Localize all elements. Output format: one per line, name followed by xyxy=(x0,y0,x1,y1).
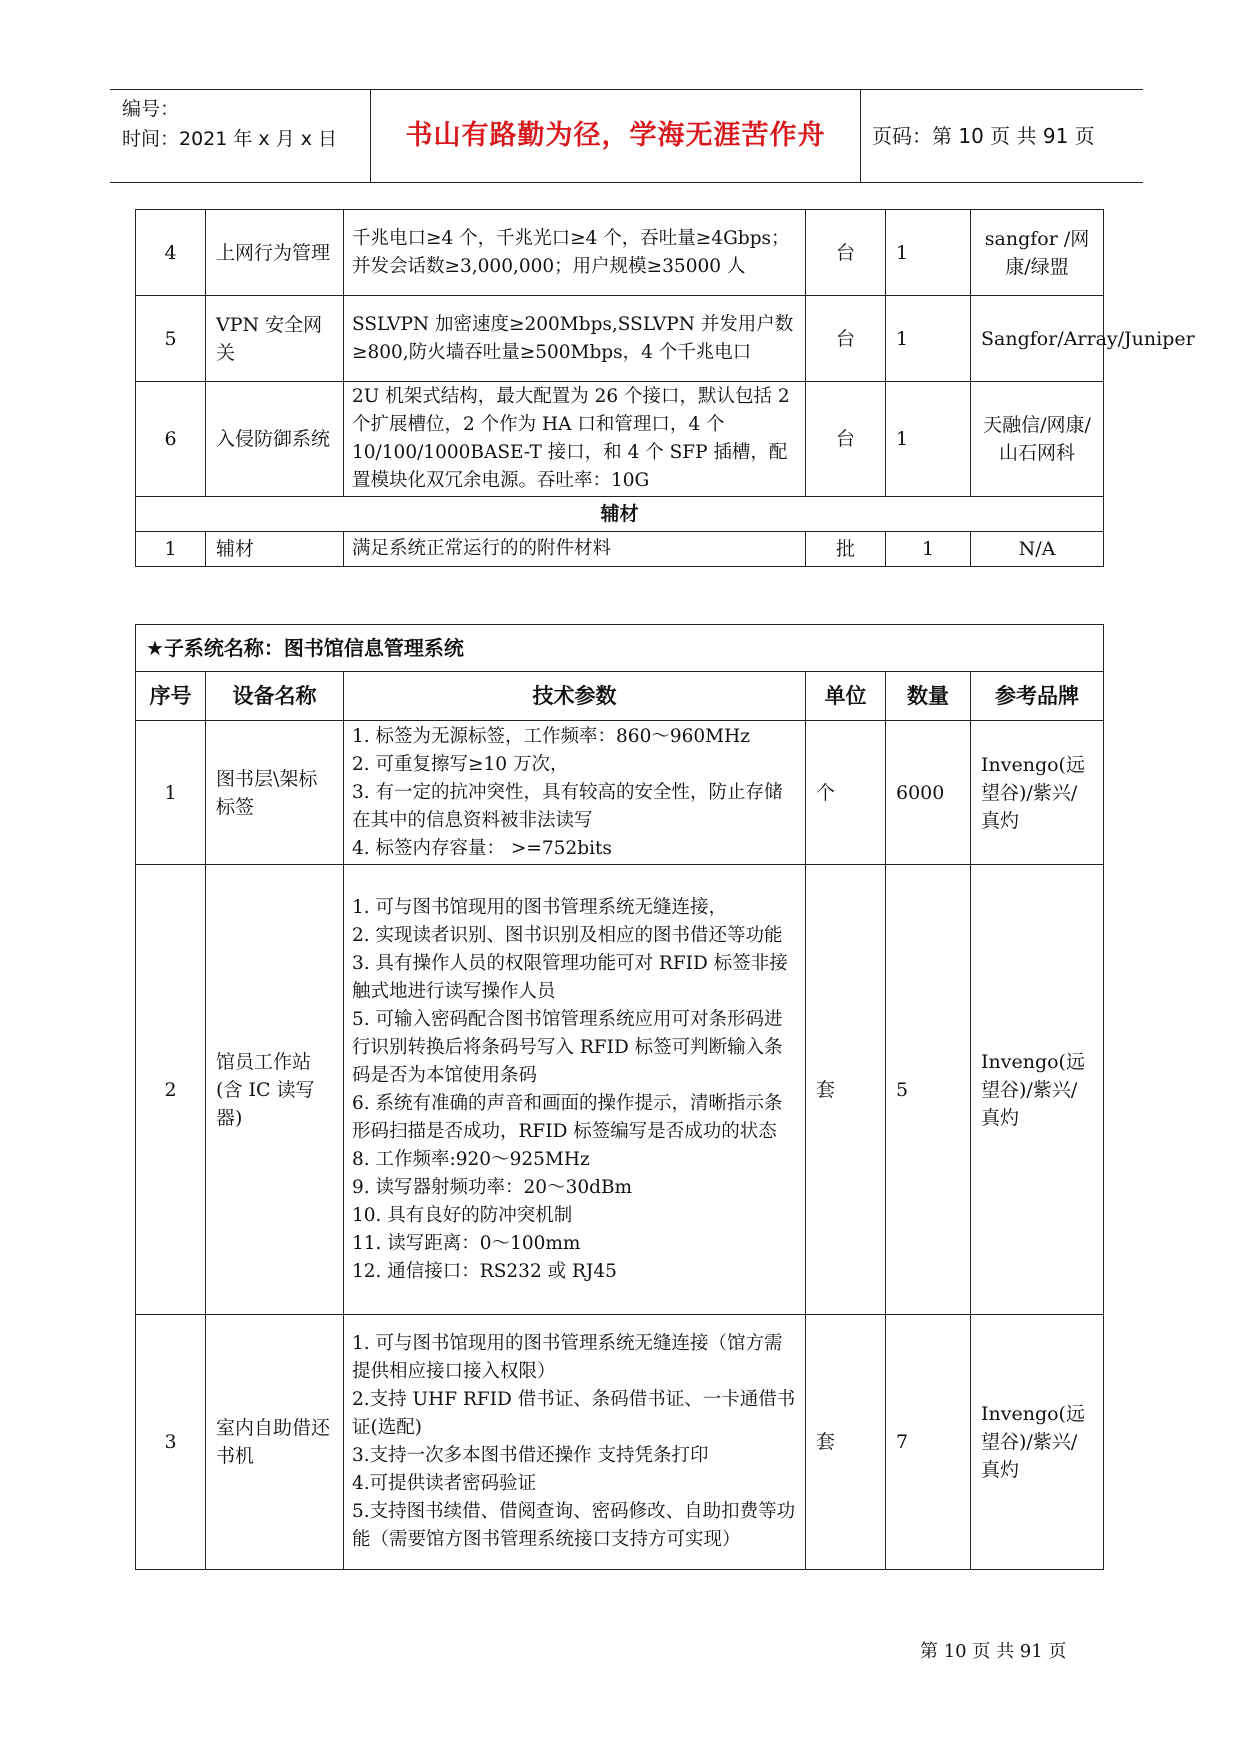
header-cell-number: 序号 xyxy=(136,672,206,721)
device-name: 室内自助借还书机 xyxy=(206,1315,344,1570)
date-label: 时间：2021 年 x 月 x 日 xyxy=(122,128,338,150)
tech-spec xyxy=(344,1315,806,1570)
table-row xyxy=(136,721,1104,865)
quantity: 7 xyxy=(886,1315,971,1570)
header-meta xyxy=(122,94,337,154)
unit: 套 xyxy=(806,865,886,1315)
section-row xyxy=(136,497,1104,532)
library-system-table xyxy=(135,624,1104,1570)
header-cell-spec: 技术参数 xyxy=(344,672,806,721)
header-page-number: 页码：第 10 页 共 91 页 xyxy=(872,124,1095,148)
reference-brand: N/A xyxy=(971,532,1104,567)
unit: 台 xyxy=(806,296,886,382)
reference-brand: sangfor /网康/绿盟 xyxy=(971,210,1104,296)
table-row xyxy=(136,865,1104,1315)
spec-line: 4. 标签内存容量： >=752bits xyxy=(352,837,612,859)
tech-spec xyxy=(344,721,806,865)
tech-spec xyxy=(344,865,806,1315)
table-row xyxy=(136,532,1104,567)
reference-brand: Invengo(远望谷)/紫兴/真灼 xyxy=(971,1315,1104,1570)
unit: 台 xyxy=(806,210,886,296)
row-number: 1 xyxy=(136,721,206,865)
table-row xyxy=(136,296,1104,382)
spec-line: 5.支持图书续借、借阅查询、密码修改、自助扣费等功能（需要馆方图书管理系统接口支持方可实现） xyxy=(352,1501,796,1550)
reference-brand: Invengo(远望谷)/紫兴/真灼 xyxy=(971,721,1104,865)
spec-line: 2.支持 UHF RFID 借书证、条码借书证、一卡通借书证(选配) xyxy=(352,1389,796,1438)
spec-line: 1. 可与图书馆现用的图书管理系统无缝连接（馆方需提供相应接口接入权限） xyxy=(352,1333,783,1382)
spec-line: 3. 具有操作人员的权限管理功能可对 RFID 标签非接触式地进行读写操作人员 xyxy=(352,952,788,1002)
spec-line: 9. 读写器射频功率：20～30dBm xyxy=(352,1176,633,1198)
device-name: 上网行为管理 xyxy=(206,210,344,296)
header-cell-brand: 参考品牌 xyxy=(971,672,1104,721)
unit: 台 xyxy=(806,382,886,497)
device-name: VPN 安全网关 xyxy=(206,296,344,382)
unit: 批 xyxy=(806,532,886,567)
spec-line: 5. 可输入密码配合图书馆管理系统应用可对条形码进行识别转换后将条码号写入 RFID 标签可判断输入条码是否为本馆使用条码 xyxy=(352,1008,783,1086)
tech-spec: 千兆电口≥4 个，千兆光口≥4 个，吞吐量≥4Gbps；并发会话数≥3,000,000；用户规模≥35000 人 xyxy=(344,210,806,296)
header-cell-name: 设备名称 xyxy=(206,672,344,721)
reference-brand: 天融信/网康/山石网科 xyxy=(971,382,1104,497)
spec-line: 1. 可与图书馆现用的图书管理系统无缝连接， xyxy=(352,896,728,918)
spec-line: 2. 实现读者识别、图书识别及相应的图书借还等功能 xyxy=(352,924,783,946)
quantity: 6000 xyxy=(886,721,971,865)
quantity: 1 xyxy=(886,210,971,296)
spec-line: 3. 有一定的抗冲突性，具有较高的安全性，防止存储在其中的信息资料被非法读写 xyxy=(352,781,783,831)
device-name: 辅材 xyxy=(206,532,344,567)
table-row xyxy=(136,382,1104,497)
spec-line: 12. 通信接口：RS232 或 RJ45 xyxy=(352,1260,617,1282)
spec-line: 8. 工作频率:920～925MHz xyxy=(352,1148,590,1170)
reference-brand: Invengo(远望谷)/紫兴/真灼 xyxy=(971,865,1104,1315)
spec-line: 4.可提供读者密码验证 xyxy=(352,1473,537,1494)
device-name: 入侵防御系统 xyxy=(206,382,344,497)
page-header xyxy=(110,89,1143,183)
tech-spec: 2U 机架式结构，最大配置为 26 个接口，默认包括 2 个扩展槽位，2 个作为 HA 口和管理口，4 个 10/100/1000BASE-T 接口，和 4 个 SFP 插槽，配置模块化双冗余电源。吞吐率：10G xyxy=(344,382,806,497)
section-title: 辅材 xyxy=(136,497,1104,532)
unit: 套 xyxy=(806,1315,886,1570)
reference-brand: Sangfor/Array/Juniper xyxy=(971,296,1104,382)
page-footer: 第 10 页 共 91 页 xyxy=(920,1641,1067,1662)
spec-line: 1. 标签为无源标签，工作频率：860～960MHz xyxy=(352,725,750,747)
tech-spec: 满足系统正常运行的的附件材料 xyxy=(344,532,806,567)
spec-line: 10. 具有良好的防冲突机制 xyxy=(352,1204,573,1226)
number-label: 编号： xyxy=(122,98,180,120)
device-name: 图书层\架标标签 xyxy=(206,721,344,865)
spec-line: 11. 读写距离：0～100mm xyxy=(352,1232,581,1254)
header-cell-qty: 数量 xyxy=(886,672,971,721)
header-divider xyxy=(860,90,861,182)
subsystem-title: ★子系统名称：图书馆信息管理系统 xyxy=(136,625,1104,672)
spec-line: 6. 系统有准确的声音和画面的操作提示，清晰指示条形码扫描是否成功，RFID 标签编写是否成功的状态 xyxy=(352,1092,783,1142)
header-motto: 书山有路勤为径，学海无涯苦作舟 xyxy=(405,120,826,151)
unit: 个 xyxy=(806,721,886,865)
table-row xyxy=(136,210,1104,296)
subsystem-title-row xyxy=(136,625,1104,672)
row-number: 4 xyxy=(136,210,206,296)
table-header-row xyxy=(136,672,1104,721)
table-row xyxy=(136,1315,1104,1570)
row-number: 1 xyxy=(136,532,206,567)
row-number: 2 xyxy=(136,865,206,1315)
equipment-table-continued xyxy=(135,209,1195,567)
row-number: 3 xyxy=(136,1315,206,1570)
quantity: 5 xyxy=(886,865,971,1315)
row-number: 6 xyxy=(136,382,206,497)
spec-line: 3.支持一次多本图书借还操作 支持凭条打印 xyxy=(352,1445,709,1466)
quantity: 1 xyxy=(886,296,971,382)
quantity: 1 xyxy=(886,382,971,497)
spec-line: 2. 可重复擦写≥10 万次， xyxy=(352,753,569,775)
row-number: 5 xyxy=(136,296,206,382)
device-name: 馆员工作站(含 IC 读写器) xyxy=(206,865,344,1315)
header-cell-unit: 单位 xyxy=(806,672,886,721)
tech-spec: SSLVPN 加密速度≥200Mbps,SSLVPN 并发用户数≥800,防火墙吞吐量≥500Mbps，4 个千兆电口 xyxy=(344,296,806,382)
quantity: 1 xyxy=(886,532,971,567)
